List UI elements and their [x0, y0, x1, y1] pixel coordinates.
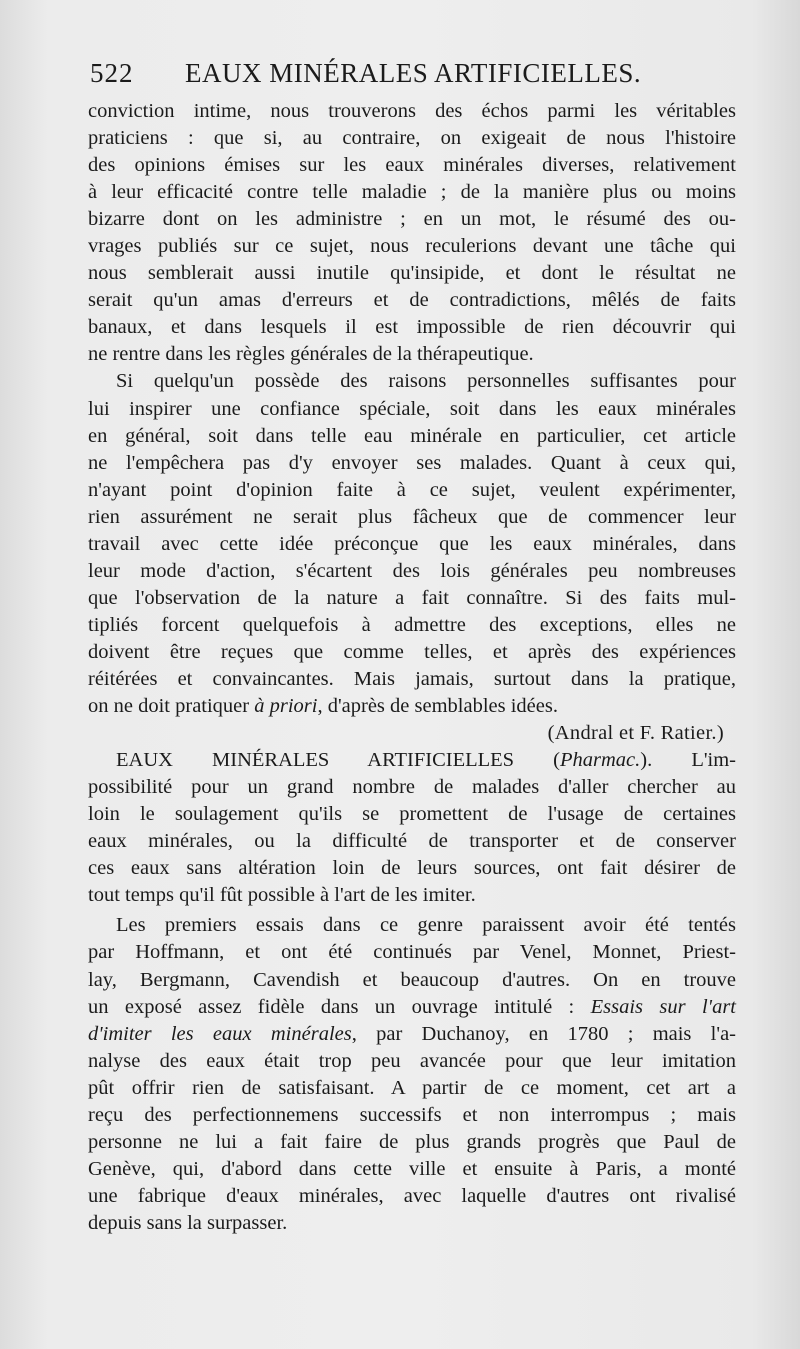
text-line: loin le soulagement qu'ils se promettent de l'usage de certaines: [88, 803, 736, 826]
running-title: EAUX MINÉRALES ARTIFICIELLES.: [185, 58, 642, 88]
article-first-line: [88, 747, 736, 774]
text-line: tout temps qu'il fût possible à l'art de les imiter.: [88, 884, 476, 907]
article-heading: EAUX MINÉRALES ARTIFICIELLES: [116, 749, 515, 772]
text-line: par Hoffmann, et ont été continués par Venel, Monnet, Priest-: [88, 941, 736, 964]
text-line: vrages publiés sur ce sujet, nous reculerions devant une tâche qui: [88, 235, 736, 258]
text-line: lui inspirer une confiance spéciale, soit dans les eaux minérales: [88, 397, 736, 420]
paragraph-continuation: [88, 98, 736, 368]
text-fragment: L'im-: [691, 749, 736, 772]
text-line: personne ne lui a fait faire de plus grands progrès que Paul de: [88, 1130, 736, 1153]
text-line: en général, soit dans telle eau minérale en particulier, cet article: [88, 424, 736, 447]
text-line: reçu des perfectionnemens successifs et non interrompus ; mais: [88, 1103, 736, 1126]
text-fragment: (: [514, 749, 560, 772]
text-line: leur mode d'action, s'écartent des lois générales peu nombreuses: [88, 559, 736, 582]
italic-phrase: à priori: [254, 695, 318, 718]
article-category: Pharmac.: [560, 749, 641, 772]
text-line: travail avec cette idée préconçue que les eaux minérales, dans: [88, 532, 736, 555]
text-line: [88, 994, 736, 1021]
text-line: Les premiers essais dans ce genre paraissent avoir été tentés: [116, 914, 736, 937]
article-entry: [88, 747, 736, 909]
author-signature: (Andral et F. Ratier.): [547, 722, 724, 745]
text-fragment: on ne doit pratiquer: [88, 695, 255, 718]
text-line: pût offrir rien de satisfaisant. A partir de ce moment, cet art a: [88, 1076, 736, 1099]
text-line: tipliés forcent quelquefois à admettre des exceptions, elles ne: [88, 613, 736, 636]
text-line: depuis sans la surpasser.: [88, 1211, 288, 1234]
text-line: réitérées et convaincantes. Mais jamais, surtout dans la pratique,: [88, 667, 736, 690]
text-line: ces eaux sans altération loin de leurs sources, ont fait désirer de: [88, 857, 736, 880]
text-line: praticiens : que si, au contraire, on exigeait de nous l'histoire: [88, 127, 736, 150]
text-line: conviction intime, nous trouverons des échos parmi les véritables: [88, 100, 736, 122]
book-title: d'imiter les eaux minérales: [88, 1022, 352, 1045]
text-fragment: , par Duchanoy, en 1780 ; mais l'a-: [351, 1022, 736, 1045]
text-line: que l'observation de la nature a fait connaître. Si des faits mul-: [88, 586, 736, 609]
text-fragment: , d'après de semblables idées.: [317, 695, 558, 718]
text-line: [88, 693, 736, 720]
text-line: nalyse des eaux était trop peu avancée pour que leur imitation: [88, 1049, 736, 1072]
text-line: doivent être reçues que comme telles, et après des expériences: [88, 640, 736, 663]
text-line: lay, Bergmann, Cavendish et beaucoup d'autres. On en trouve: [88, 968, 736, 991]
paragraph-expert-advice: [88, 368, 736, 747]
text-line: eaux minérales, ou la difficulté de transporter et de conserver: [88, 830, 736, 853]
text-line: Genève, qui, d'abord dans cette ville et ensuite à Paris, a monté: [88, 1157, 736, 1180]
paragraph-history: [88, 912, 736, 1237]
body-text: [88, 98, 736, 1237]
text-line: ne rentre dans les règles générales de la thérapeutique.: [88, 343, 534, 366]
text-fragment: ).: [640, 749, 692, 772]
text-line: rien assurément ne serait plus fâcheux que de commencer leur: [88, 505, 736, 528]
text-fragment: un exposé assez fidèle dans un ouvrage intitulé :: [88, 995, 591, 1018]
text-line: ne l'empêchera pas d'y envoyer ses malades. Quant à ceux qui,: [88, 451, 736, 474]
book-title: Essais sur l'art: [590, 995, 736, 1018]
text-line: bizarre dont on les administre ; en un mot, le résumé des ou-: [88, 208, 736, 231]
text-line: banaux, et dans lesquels il est impossible de rien découvrir qui: [88, 316, 736, 339]
page-header: [90, 56, 740, 90]
text-line: serait qu'un amas d'erreurs et de contradictions, mêlés de faits: [88, 289, 736, 312]
text-line: des opinions émises sur les eaux minérales diverses, relativement: [88, 154, 736, 177]
text-line: Si quelqu'un possède des raisons personnelles suffisantes pour: [116, 370, 736, 393]
text-line: possibilité pour un grand nombre de malades d'aller chercher au: [88, 776, 736, 799]
text-line: à leur efficacité contre telle maladie ; de la manière plus ou moins: [88, 181, 736, 204]
text-line: n'ayant point d'opinion faite à ce sujet, veulent expérimenter,: [88, 478, 736, 501]
page-number: 522: [90, 58, 134, 88]
text-line: [88, 1021, 736, 1048]
text-line: une fabrique d'eaux minérales, avec laquelle d'autres ont rivalisé: [88, 1184, 736, 1207]
text-line: nous semblerait aussi inutile qu'insipide, et dont le résultat ne: [88, 262, 736, 285]
